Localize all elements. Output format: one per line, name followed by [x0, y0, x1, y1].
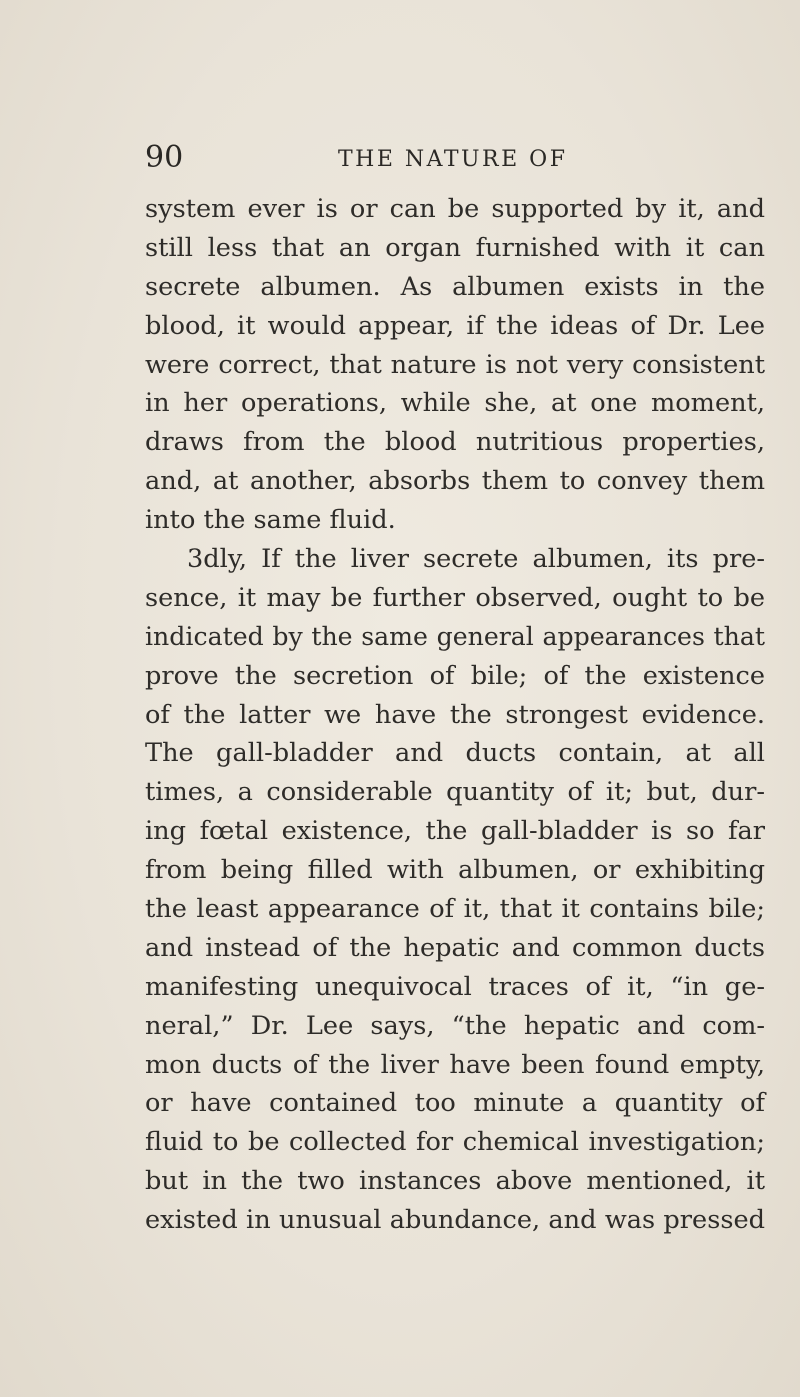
text-line: into the same fluid. [145, 505, 396, 536]
text-line: secrete albumen. As albumen exists in the [145, 271, 765, 302]
text-line: still less that an organ furnished with it can [145, 232, 765, 263]
text-line: and, at another, absorbs them to convey them [145, 466, 765, 497]
text-line: sence, it may be further observed, ought to be [145, 582, 765, 613]
text-line: the least appearance of it, that it contains bile; [145, 894, 765, 925]
text-line: draws from the blood nutritious properties, [145, 427, 765, 458]
text-line: system ever is or can be supported by it, and [145, 194, 765, 224]
text-line: but in the two instances above mentioned, it [145, 1166, 765, 1197]
text-line: 3dly, If the liver secrete albumen, its pre- [187, 544, 765, 575]
text-line: times, a considerable quantity of it; but, dur- [145, 777, 765, 808]
text-line: of the latter we have the strongest evidence. [145, 699, 765, 730]
text-line: mon ducts of the liver have been found empty, [145, 1049, 765, 1080]
body-text [145, 190, 765, 1240]
text-line: blood, it would appear, if the ideas of Dr. Lee [145, 310, 765, 341]
page-header [145, 142, 775, 182]
text-line: existed in unusual abundance, and was pressed [145, 1205, 765, 1236]
text-line: prove the secretion of bile; of the existence [145, 660, 765, 691]
text-line: The gall-bladder and ducts contain, at all [145, 738, 765, 769]
text-line: and instead of the hepatic and common ducts [145, 932, 765, 963]
text-line: or have contained too minute a quantity of [145, 1088, 765, 1119]
text-line: from being filled with albumen, or exhibiting [145, 855, 765, 886]
text-line: were correct, that nature is not very consistent [145, 349, 765, 380]
text-line: ing fœtal existence, the gall-bladder is so far [145, 816, 765, 847]
running-head: THE NATURE OF [338, 147, 568, 172]
text-line: neral,” Dr. Lee says, “the hepatic and com- [145, 1010, 765, 1041]
text-line: indicated by the same general appearances that [145, 621, 765, 651]
text-line: fluid to be collected for chemical investigation; [145, 1127, 765, 1158]
text-line: in her operations, while she, at one moment, [145, 388, 765, 419]
text-line: manifesting unequivocal traces of it, “in ge- [145, 971, 765, 1002]
page-number: 90 [145, 140, 184, 175]
